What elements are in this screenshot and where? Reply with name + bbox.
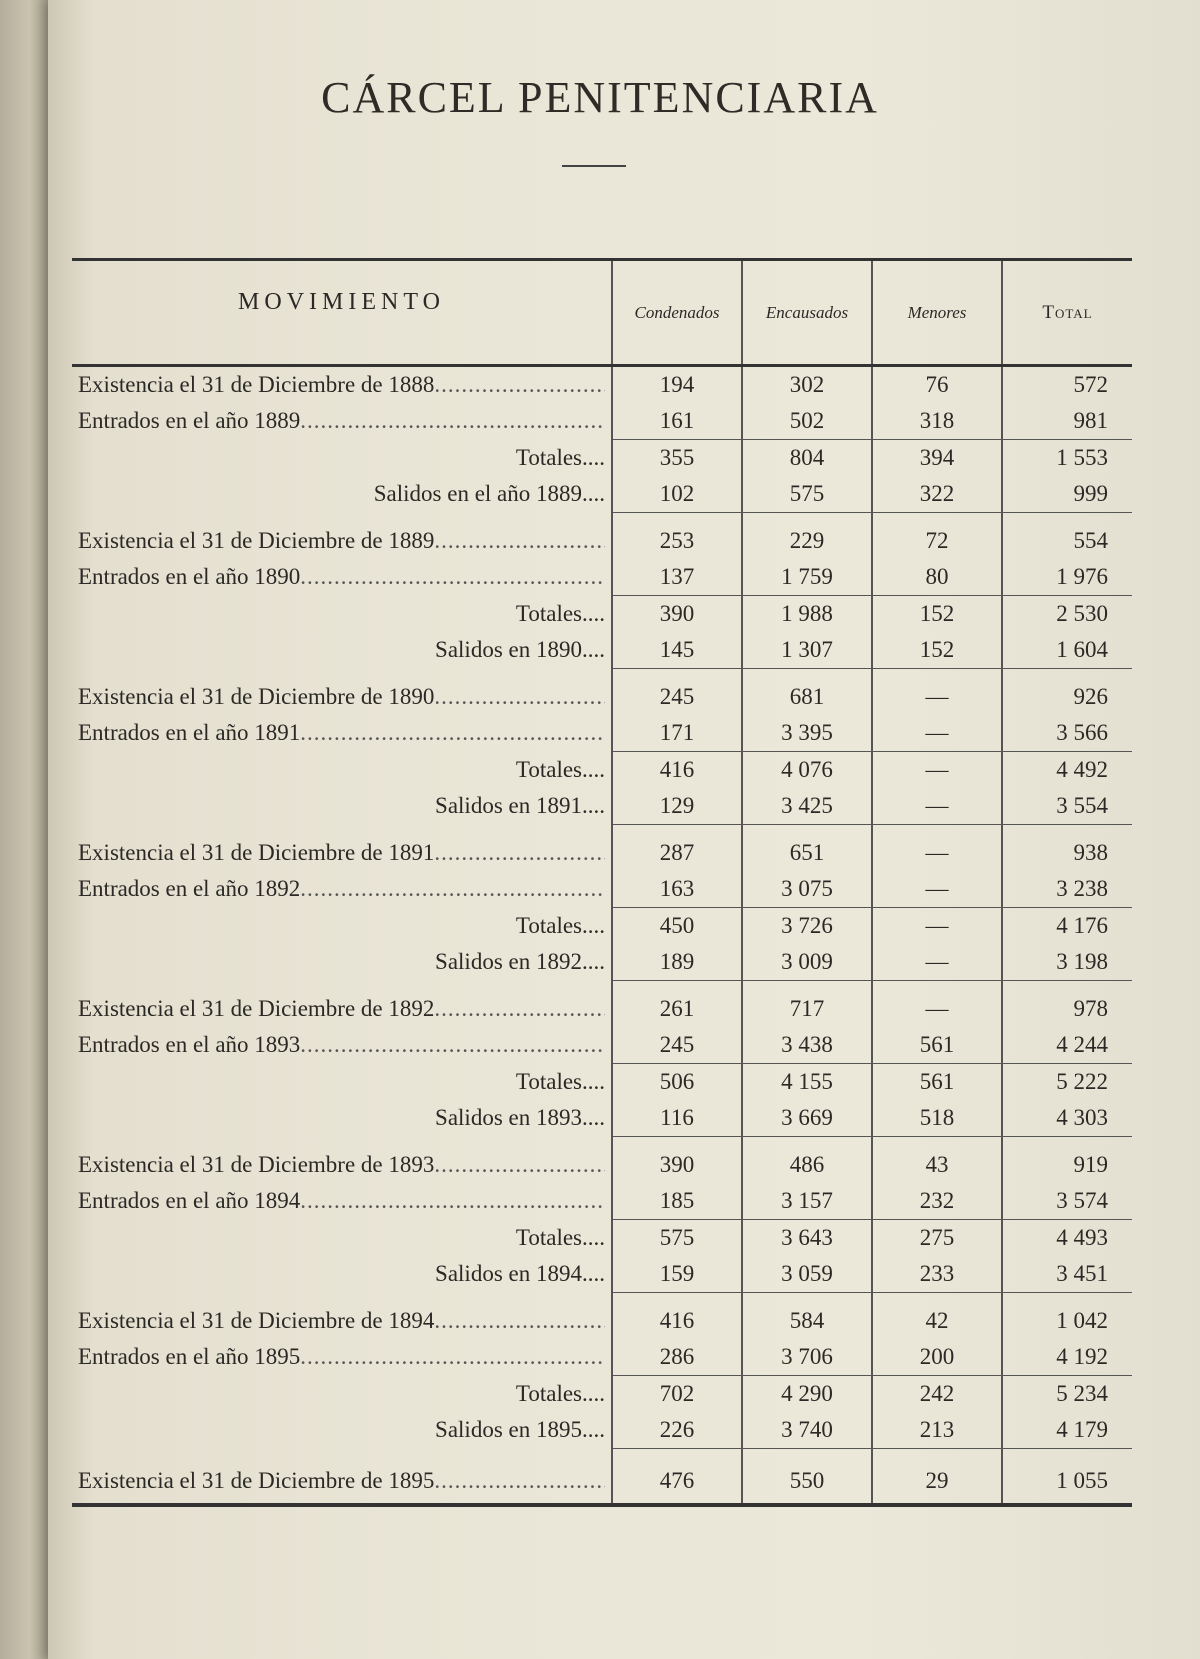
row-label: Totales.... xyxy=(515,1068,605,1094)
condenados-cell: 702 xyxy=(612,1376,742,1413)
title-rule xyxy=(562,165,626,167)
table-row xyxy=(72,440,1132,477)
row-label-cell xyxy=(72,752,612,789)
row-label-cell xyxy=(72,788,612,825)
total-cell: 981 xyxy=(1002,403,1132,440)
menores-cell: 318 xyxy=(872,403,1002,440)
condenados-cell: 253 xyxy=(612,513,742,560)
table-row xyxy=(72,366,1132,404)
row-label-cell xyxy=(72,715,612,752)
table-row xyxy=(72,1449,1132,1506)
row-label: Totales.... xyxy=(515,1224,605,1250)
row-label-cell xyxy=(72,1293,612,1340)
menores-cell: 561 xyxy=(872,1064,1002,1101)
encausados-cell: 1 307 xyxy=(742,632,872,669)
menores-cell: 233 xyxy=(872,1256,1002,1293)
dot-leader xyxy=(300,720,605,746)
row-label: Salidos en 1895.... xyxy=(435,1417,605,1443)
encausados-cell: 3 425 xyxy=(742,788,872,825)
menores-cell: — xyxy=(872,908,1002,945)
condenados-cell: 390 xyxy=(612,1137,742,1184)
row-label: Existencia el 31 de Diciembre de 1894 xyxy=(78,1307,435,1333)
condenados-cell: 286 xyxy=(612,1339,742,1376)
total-cell: 1 055 xyxy=(1002,1449,1132,1506)
row-label-cell xyxy=(72,981,612,1028)
row-label-cell xyxy=(72,944,612,981)
condenados-cell: 416 xyxy=(612,1293,742,1340)
menores-cell: 72 xyxy=(872,513,1002,560)
dot-leader xyxy=(300,876,605,902)
menores-cell: — xyxy=(872,788,1002,825)
table-row xyxy=(72,1183,1132,1220)
condenados-cell: 226 xyxy=(612,1412,742,1449)
encausados-cell: 229 xyxy=(742,513,872,560)
encausados-cell: 584 xyxy=(742,1293,872,1340)
row-label: Totales.... xyxy=(515,756,605,782)
menores-cell: — xyxy=(872,669,1002,716)
total-cell: 554 xyxy=(1002,513,1132,560)
condenados-cell: 476 xyxy=(612,1449,742,1506)
row-label-cell xyxy=(72,1449,612,1506)
table-row xyxy=(72,825,1132,872)
total-cell: 978 xyxy=(1002,981,1132,1028)
condenados-cell: 287 xyxy=(612,825,742,872)
row-label: Salidos en 1891.... xyxy=(435,793,605,819)
row-label: Existencia el 31 de Diciembre de 1895 xyxy=(78,1467,435,1493)
condenados-cell: 390 xyxy=(612,596,742,633)
table-row xyxy=(72,944,1132,981)
table-row xyxy=(72,715,1132,752)
table-row xyxy=(72,596,1132,633)
row-label: Existencia el 31 de Diciembre de 1893 xyxy=(78,1151,435,1177)
book-binding xyxy=(0,0,48,1659)
condenados-cell: 261 xyxy=(612,981,742,1028)
condenados-cell: 102 xyxy=(612,476,742,513)
condenados-cell: 506 xyxy=(612,1064,742,1101)
condenados-cell: 171 xyxy=(612,715,742,752)
dot-leader xyxy=(434,840,605,866)
encausados-cell: 502 xyxy=(742,403,872,440)
condenados-cell: 416 xyxy=(612,752,742,789)
menores-cell: 152 xyxy=(872,596,1002,633)
table-row xyxy=(72,908,1132,945)
table-row xyxy=(72,476,1132,513)
dot-leader xyxy=(434,372,605,398)
encausados-cell: 804 xyxy=(742,440,872,477)
total-cell: 4 179 xyxy=(1002,1412,1132,1449)
dot-leader xyxy=(300,1032,605,1058)
total-cell: 4 493 xyxy=(1002,1220,1132,1257)
menores-cell: — xyxy=(872,752,1002,789)
encausados-cell: 4 290 xyxy=(742,1376,872,1413)
encausados-cell: 302 xyxy=(742,366,872,404)
encausados-cell: 3 643 xyxy=(742,1220,872,1257)
table-row xyxy=(72,559,1132,596)
total-cell: 3 451 xyxy=(1002,1256,1132,1293)
table-row xyxy=(72,1376,1132,1413)
encausados-cell: 550 xyxy=(742,1449,872,1506)
encausados-cell: 3 157 xyxy=(742,1183,872,1220)
dot-leader xyxy=(434,1468,605,1494)
dot-leader xyxy=(300,1188,605,1214)
table-row xyxy=(72,1137,1132,1184)
menores-cell: 76 xyxy=(872,366,1002,404)
condenados-cell: 245 xyxy=(612,1027,742,1064)
menores-cell: 43 xyxy=(872,1137,1002,1184)
row-label: Salidos en 1893.... xyxy=(435,1105,605,1131)
condenados-cell: 189 xyxy=(612,944,742,981)
table-body xyxy=(72,366,1132,1506)
row-label: Entrados en el año 1895 xyxy=(78,1344,301,1370)
total-cell: 3 574 xyxy=(1002,1183,1132,1220)
total-cell: 4 492 xyxy=(1002,752,1132,789)
row-label: Salidos en 1892.... xyxy=(435,949,605,975)
row-label-cell xyxy=(72,1220,612,1257)
total-cell: 4 303 xyxy=(1002,1100,1132,1137)
header-condenados: Condenados xyxy=(612,260,742,366)
total-cell: 4 244 xyxy=(1002,1027,1132,1064)
table-row xyxy=(72,1293,1132,1340)
table-row xyxy=(72,1339,1132,1376)
total-cell: 1 976 xyxy=(1002,559,1132,596)
total-cell: 999 xyxy=(1002,476,1132,513)
menores-cell: 80 xyxy=(872,559,1002,596)
table-row xyxy=(72,632,1132,669)
row-label: Entrados en el año 1891 xyxy=(78,720,301,746)
total-cell: 1 553 xyxy=(1002,440,1132,477)
table-row xyxy=(72,1412,1132,1449)
total-cell: 938 xyxy=(1002,825,1132,872)
row-label-cell xyxy=(72,1027,612,1064)
condenados-cell: 159 xyxy=(612,1256,742,1293)
row-label-cell xyxy=(72,403,612,440)
table-row xyxy=(72,1064,1132,1101)
total-cell: 4 176 xyxy=(1002,908,1132,945)
total-cell: 3 554 xyxy=(1002,788,1132,825)
condenados-cell: 575 xyxy=(612,1220,742,1257)
header-total: Total xyxy=(1002,260,1132,366)
encausados-cell: 4 155 xyxy=(742,1064,872,1101)
menores-cell: — xyxy=(872,871,1002,908)
menores-cell: 394 xyxy=(872,440,1002,477)
dot-leader xyxy=(300,408,605,434)
menores-cell: 42 xyxy=(872,1293,1002,1340)
row-label-cell xyxy=(72,513,612,560)
encausados-cell: 651 xyxy=(742,825,872,872)
dot-leader xyxy=(434,996,605,1022)
dot-leader xyxy=(300,564,605,590)
encausados-cell: 1 759 xyxy=(742,559,872,596)
row-label-cell xyxy=(72,908,612,945)
condenados-cell: 355 xyxy=(612,440,742,477)
encausados-cell: 4 076 xyxy=(742,752,872,789)
row-label: Totales.... xyxy=(515,912,605,938)
table-row xyxy=(72,1100,1132,1137)
total-cell: 919 xyxy=(1002,1137,1132,1184)
page-title: CÁRCEL PENITENCIARIA xyxy=(321,73,879,122)
table-row xyxy=(72,513,1132,560)
row-label: Salidos en el año 1889.... xyxy=(373,481,605,507)
total-cell: 5 222 xyxy=(1002,1064,1132,1101)
table-row xyxy=(72,752,1132,789)
total-cell: 1 042 xyxy=(1002,1293,1132,1340)
condenados-cell: 194 xyxy=(612,366,742,404)
menores-cell: 29 xyxy=(872,1449,1002,1506)
menores-cell: 213 xyxy=(872,1412,1002,1449)
dot-leader xyxy=(434,528,605,554)
row-label: Entrados en el año 1889 xyxy=(78,408,301,434)
row-label-cell xyxy=(72,669,612,716)
encausados-cell: 3 740 xyxy=(742,1412,872,1449)
dot-leader xyxy=(300,1344,605,1370)
row-label: Entrados en el año 1892 xyxy=(78,876,301,902)
menores-cell: 232 xyxy=(872,1183,1002,1220)
row-label-cell xyxy=(72,1137,612,1184)
table-row xyxy=(72,1256,1132,1293)
row-label-cell xyxy=(72,1339,612,1376)
total-cell: 4 192 xyxy=(1002,1339,1132,1376)
dot-leader xyxy=(434,1152,605,1178)
menores-cell: 152 xyxy=(872,632,1002,669)
total-cell: 572 xyxy=(1002,366,1132,404)
table-row xyxy=(72,669,1132,716)
total-cell: 3 566 xyxy=(1002,715,1132,752)
row-label-cell xyxy=(72,1100,612,1137)
row-label-cell xyxy=(72,440,612,477)
encausados-cell: 575 xyxy=(742,476,872,513)
row-label: Existencia el 31 de Diciembre de 1889 xyxy=(78,527,435,553)
row-label-cell xyxy=(72,825,612,872)
row-label: Salidos en 1894.... xyxy=(435,1261,605,1287)
movement-table xyxy=(72,258,1132,1507)
condenados-cell: 185 xyxy=(612,1183,742,1220)
table-row xyxy=(72,981,1132,1028)
condenados-cell: 161 xyxy=(612,403,742,440)
menores-cell: 322 xyxy=(872,476,1002,513)
row-label-cell xyxy=(72,1064,612,1101)
row-label: Salidos en 1890.... xyxy=(435,637,605,663)
total-cell: 5 234 xyxy=(1002,1376,1132,1413)
menores-cell: — xyxy=(872,981,1002,1028)
row-label: Entrados en el año 1894 xyxy=(78,1188,301,1214)
table-row xyxy=(72,403,1132,440)
encausados-cell: 3 009 xyxy=(742,944,872,981)
encausados-cell: 3 726 xyxy=(742,908,872,945)
menores-cell: 275 xyxy=(872,1220,1002,1257)
encausados-cell: 1 988 xyxy=(742,596,872,633)
row-label-cell xyxy=(72,559,612,596)
row-label-cell xyxy=(72,632,612,669)
row-label-cell xyxy=(72,1412,612,1449)
row-label: Totales.... xyxy=(515,1380,605,1406)
menores-cell: — xyxy=(872,944,1002,981)
row-label-cell xyxy=(72,596,612,633)
row-label: Totales.... xyxy=(515,444,605,470)
encausados-cell: 3 706 xyxy=(742,1339,872,1376)
row-label: Entrados en el año 1893 xyxy=(78,1032,301,1058)
row-label: Existencia el 31 de Diciembre de 1888 xyxy=(78,372,435,397)
header-encausados: Encausados xyxy=(742,260,872,366)
dot-leader xyxy=(434,684,605,710)
row-label: Existencia el 31 de Diciembre de 1892 xyxy=(78,995,435,1021)
row-label-cell xyxy=(72,1183,612,1220)
menores-cell: 518 xyxy=(872,1100,1002,1137)
condenados-cell: 450 xyxy=(612,908,742,945)
encausados-cell: 3 669 xyxy=(742,1100,872,1137)
condenados-cell: 129 xyxy=(612,788,742,825)
menores-cell: — xyxy=(872,825,1002,872)
encausados-cell: 681 xyxy=(742,669,872,716)
row-label-cell xyxy=(72,366,612,404)
table-row xyxy=(72,1027,1132,1064)
header-row xyxy=(72,260,1132,366)
total-cell: 2 530 xyxy=(1002,596,1132,633)
header-menores: Menores xyxy=(872,260,1002,366)
row-label-cell xyxy=(72,476,612,513)
row-label: Existencia el 31 de Diciembre de 1890 xyxy=(78,683,435,709)
condenados-cell: 163 xyxy=(612,871,742,908)
condenados-cell: 137 xyxy=(612,559,742,596)
total-cell: 1 604 xyxy=(1002,632,1132,669)
header-movimiento: MOVIMIENTO xyxy=(72,260,612,366)
condenados-cell: 145 xyxy=(612,632,742,669)
condenados-cell: 116 xyxy=(612,1100,742,1137)
row-label: Existencia el 31 de Diciembre de 1891 xyxy=(78,839,435,865)
row-label: Totales.... xyxy=(515,600,605,626)
row-label-cell xyxy=(72,1376,612,1413)
menores-cell: 561 xyxy=(872,1027,1002,1064)
encausados-cell: 3 059 xyxy=(742,1256,872,1293)
encausados-cell: 717 xyxy=(742,981,872,1028)
row-label-cell xyxy=(72,871,612,908)
encausados-cell: 3 075 xyxy=(742,871,872,908)
encausados-cell: 486 xyxy=(742,1137,872,1184)
row-label-cell xyxy=(72,1256,612,1293)
dot-leader xyxy=(434,1308,605,1334)
encausados-cell: 3 395 xyxy=(742,715,872,752)
row-label: Entrados en el año 1890 xyxy=(78,564,301,590)
condenados-cell: 245 xyxy=(612,669,742,716)
table-row xyxy=(72,871,1132,908)
total-cell: 926 xyxy=(1002,669,1132,716)
menores-cell: 242 xyxy=(872,1376,1002,1413)
total-cell: 3 238 xyxy=(1002,871,1132,908)
table-row xyxy=(72,1220,1132,1257)
encausados-cell: 3 438 xyxy=(742,1027,872,1064)
table-row xyxy=(72,788,1132,825)
menores-cell: 200 xyxy=(872,1339,1002,1376)
total-cell: 3 198 xyxy=(1002,944,1132,981)
menores-cell: — xyxy=(872,715,1002,752)
